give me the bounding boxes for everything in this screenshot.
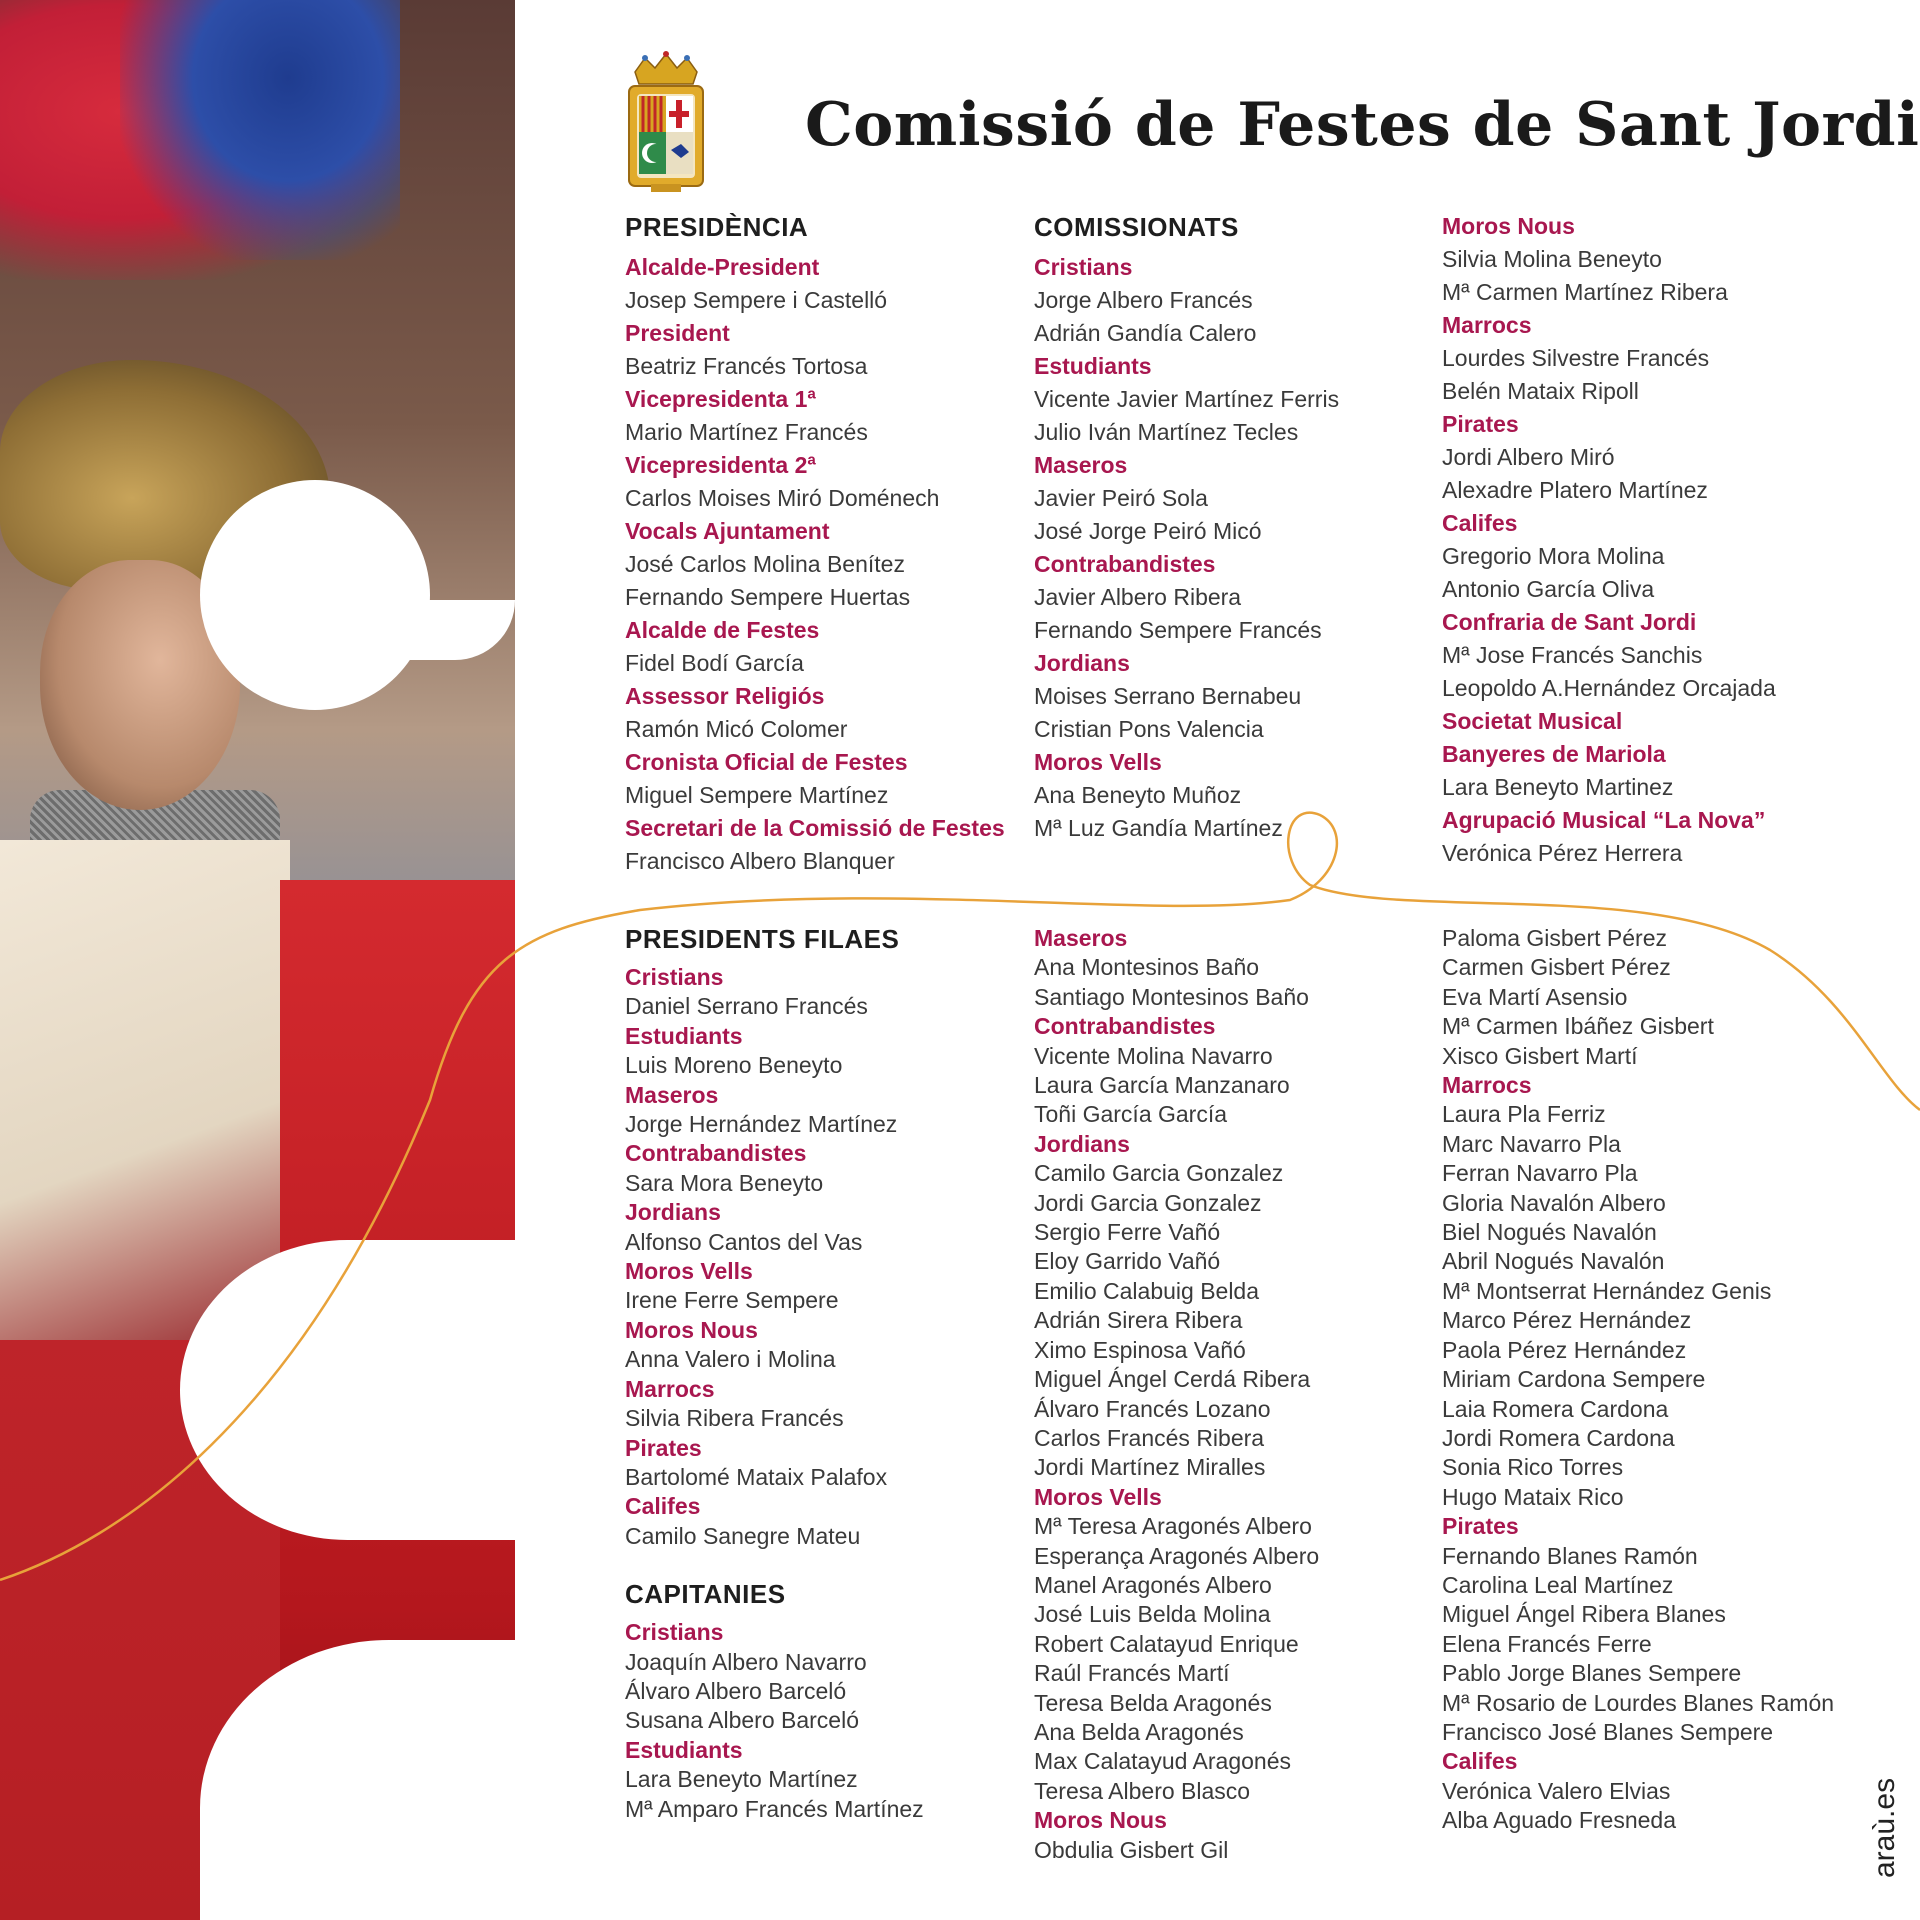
member-name: Fidel Bodí García (625, 650, 804, 676)
member-name: Gloria Navalón Albero (1442, 1189, 1666, 1216)
section-heading: CAPITANIES (625, 1579, 786, 1610)
role-label: Marrocs (1442, 1072, 1532, 1099)
role-label: Contrabandistes (1034, 551, 1216, 577)
role-label: Califes (1442, 1748, 1518, 1775)
member-name: Anna Valero i Molina (625, 1346, 836, 1373)
member-name: Mª Luz Gandía Martínez (1034, 815, 1283, 841)
role-label: Pirates (1442, 1513, 1519, 1540)
member-name: Fernando Sempere Huertas (625, 584, 911, 610)
role-label: Moros Vells (625, 1258, 753, 1285)
capitanies-column-2 (1034, 924, 1319, 1865)
role-label: Moros Vells (1034, 749, 1162, 775)
member-name: Mª Jose Francés Sanchis (1442, 642, 1703, 668)
member-name: Alexadre Platero Martínez (1442, 477, 1708, 503)
member-name: Abril Nogués Navalón (1442, 1248, 1665, 1275)
role-label: Societat Musical (1442, 708, 1623, 734)
member-name: Verónica Valero Elvias (1442, 1777, 1671, 1804)
member-name: Antonio García Oliva (1442, 576, 1655, 602)
member-name: Alfonso Cantos del Vas (625, 1228, 863, 1255)
member-name: Ferran Navarro Pla (1442, 1160, 1638, 1187)
role-label: President (625, 320, 730, 346)
member-name: Lara Beneyto Martínez (625, 1766, 858, 1793)
member-name: Javier Peiró Sola (1034, 485, 1208, 511)
role-list (1034, 251, 1339, 845)
section-heading: PRESIDÈNCIA (625, 212, 809, 242)
member-name: Ramón Micó Colomer (625, 716, 848, 742)
member-name: Alba Aguado Fresneda (1442, 1807, 1677, 1834)
member-name: Paola Pérez Hernández (1442, 1336, 1687, 1363)
role-list (1034, 924, 1319, 1865)
role-label: Califes (625, 1493, 701, 1520)
member-name: Francisco Albero Blanquer (625, 848, 895, 874)
member-name: Moises Serrano Bernabeu (1034, 683, 1302, 709)
member-name: Robert Calatayud Enrique (1034, 1630, 1299, 1657)
role-label: Pirates (625, 1434, 702, 1461)
member-name: Manel Aragonés Albero (1034, 1571, 1272, 1598)
member-name: Bartolomé Mataix Palafox (625, 1463, 888, 1490)
role-label: Jordians (1034, 650, 1130, 676)
member-name: Josep Sempere i Castelló (625, 287, 888, 313)
role-label: Maseros (1034, 925, 1128, 951)
member-name: Ximo Espinosa Vañó (1034, 1336, 1246, 1363)
role-label: Califes (1442, 510, 1518, 536)
decorative-cutout (200, 1640, 515, 1920)
member-name: Carmen Gisbert Pérez (1442, 954, 1671, 981)
role-label: Moros Nous (625, 1316, 758, 1343)
member-name: Miriam Cardona Sempere (1442, 1366, 1706, 1393)
decorative-cutout (200, 480, 430, 710)
member-name: Lara Beneyto Martinez (1442, 774, 1674, 800)
page-title: Comissió de Festes de Sant Jordi (805, 90, 1920, 160)
role-label: Alcalde-President (625, 254, 820, 280)
member-name: Fernando Sempere Francés (1034, 617, 1322, 643)
member-name: Laura García Manzanaro (1034, 1072, 1290, 1099)
member-name: Mª Amparo Francés Martínez (625, 1795, 924, 1822)
member-name: Gregorio Mora Molina (1442, 543, 1665, 569)
member-name: Javier Albero Ribera (1034, 584, 1242, 610)
role-label: Jordians (1034, 1130, 1130, 1157)
member-name: Lourdes Silvestre Francés (1442, 345, 1710, 371)
role-label: Maseros (1034, 452, 1128, 478)
member-name: Laia Romera Cardona (1442, 1395, 1669, 1422)
member-name: Jordi Albero Miró (1442, 444, 1615, 470)
member-name: Silvia Ribera Francés (625, 1405, 844, 1432)
member-name: Camilo Sanegre Mateu (625, 1522, 861, 1549)
role-label: Jordians (625, 1199, 721, 1226)
member-name: Jorge Hernández Martínez (625, 1111, 898, 1138)
decorative-cutout (180, 1240, 515, 1540)
role-list (625, 963, 924, 1551)
member-name: Obdulia Gisbert Gil (1034, 1836, 1229, 1863)
presidents-filaes-column (625, 924, 924, 1824)
role-label: Alcalde de Festes (625, 617, 820, 643)
presidencia-column (625, 212, 1005, 878)
member-name: Sonia Rico Torres (1442, 1454, 1624, 1481)
member-name: Mario Martínez Francés (625, 419, 868, 445)
member-name: Biel Nogués Navalón (1442, 1219, 1657, 1246)
crest-icon (625, 50, 707, 195)
member-name: Cristian Pons Valencia (1034, 716, 1264, 742)
role-list (1442, 210, 1776, 870)
role-label: Pirates (1442, 411, 1519, 437)
member-name: Sara Mora Beneyto (625, 1169, 824, 1196)
member-name: Marc Navarro Pla (1442, 1130, 1621, 1157)
member-name: Carolina Leal Martínez (1442, 1571, 1674, 1598)
member-name: Santiago Montesinos Baño (1034, 983, 1309, 1010)
member-name: Vicente Javier Martínez Ferris (1034, 386, 1340, 412)
member-name: Sergio Ferre Vañó (1034, 1219, 1221, 1246)
member-name: Vicente Molina Navarro (1034, 1042, 1273, 1069)
member-name: Daniel Serrano Francés (625, 993, 868, 1020)
role-label: Vicepresidenta 1ª (625, 386, 816, 412)
member-name: Álvaro Albero Barceló (625, 1677, 847, 1704)
role-label: Moros Vells (1034, 1483, 1162, 1510)
member-name: Luis Moreno Beneyto (625, 1052, 843, 1079)
member-name: Ana Beneyto Muñoz (1034, 782, 1242, 808)
member-name: Mª Rosario de Lourdes Blanes Ramón (1442, 1689, 1835, 1716)
comissionats-column-continued (1442, 210, 1776, 870)
member-name: Emilio Calabuig Belda (1034, 1277, 1260, 1304)
brand-text: araù.es (1868, 1777, 1901, 1878)
role-label: Cronista Oficial de Festes (625, 749, 908, 775)
member-name: José Carlos Molina Benítez (625, 551, 905, 577)
member-name: Carlos Moises Miró Doménech (625, 485, 940, 511)
member-name: Miguel Sempere Martínez (625, 782, 889, 808)
tunic (0, 840, 290, 1340)
member-name: Verónica Pérez Herrera (1442, 840, 1683, 866)
role-list (625, 1618, 924, 1824)
member-name: José Luis Belda Molina (1034, 1601, 1271, 1628)
role-label: Marrocs (625, 1375, 715, 1402)
blue-plume (120, 0, 400, 260)
role-label: Agrupació Musical “La Nova” (1442, 807, 1766, 833)
member-name: Jordi Garcia Gonzalez (1034, 1189, 1262, 1216)
member-name: Francisco José Blanes Sempere (1442, 1718, 1774, 1745)
member-name: Elena Francés Ferre (1442, 1630, 1652, 1657)
member-name: Hugo Mataix Rico (1442, 1483, 1624, 1510)
member-name: Susana Albero Barceló (625, 1707, 859, 1734)
role-label: Moros Nous (1442, 213, 1575, 239)
member-name: Esperança Aragonés Albero (1034, 1542, 1320, 1569)
section-heading: COMISSIONATS (1034, 212, 1239, 242)
brand-watermark (1862, 1760, 1902, 1880)
role-label: Cristians (625, 964, 724, 990)
role-label: Vocals Ajuntament (625, 518, 830, 544)
member-name: Beatriz Francés Tortosa (625, 353, 868, 379)
member-name: Mª Teresa Aragonés Albero (1034, 1513, 1312, 1540)
role-list (1442, 924, 1834, 1836)
member-name: Julio Iván Martínez Tecles (1034, 419, 1299, 445)
member-name: Jorge Albero Francés (1034, 287, 1253, 313)
festival-photo (0, 0, 515, 1920)
member-name: José Jorge Peiró Micó (1034, 518, 1262, 544)
member-name: Teresa Belda Aragonés (1034, 1689, 1272, 1716)
member-name: Pablo Jorge Blanes Sempere (1442, 1660, 1742, 1687)
role-label: Cristians (625, 1619, 724, 1646)
member-name: Fernando Blanes Ramón (1442, 1542, 1698, 1569)
role-label: Estudiants (625, 1736, 743, 1763)
section-heading: PRESIDENTS FILAES (625, 924, 900, 954)
member-name: Silvia Molina Beneyto (1442, 246, 1662, 272)
member-name: Paloma Gisbert Pérez (1442, 925, 1667, 951)
member-name: Eva Martí Asensio (1442, 983, 1628, 1010)
role-label: Contrabandistes (1034, 1013, 1216, 1040)
member-name: Eloy Garrido Vañó (1034, 1248, 1221, 1275)
decorative-cutout (290, 600, 515, 660)
capitanies-column-3 (1442, 924, 1834, 1836)
comissionats-column (1034, 212, 1339, 845)
role-label: Assessor Religiós (625, 683, 825, 709)
role-label: Maseros (625, 1081, 719, 1108)
role-label: Secretari de la Comissió de Festes (625, 815, 1005, 841)
role-label: Moros Nous (1034, 1807, 1167, 1834)
member-name: Ana Montesinos Baño (1034, 954, 1260, 981)
member-name: Miguel Ángel Ribera Blanes (1442, 1601, 1726, 1628)
member-name: Mª Carmen Ibáñez Gisbert (1442, 1013, 1714, 1040)
member-name: Jordi Romera Cardona (1442, 1424, 1675, 1451)
role-list (625, 251, 1005, 878)
role-label: Confraria de Sant Jordi (1442, 609, 1697, 635)
member-name: Joaquín Albero Navarro (625, 1648, 867, 1675)
role-label: Estudiants (1034, 353, 1152, 379)
member-name: Max Calatayud Aragonés (1034, 1748, 1291, 1775)
member-name: Adrián Sirera Ribera (1034, 1307, 1243, 1334)
role-label: Contrabandistes (625, 1140, 807, 1167)
role-label: Cristians (1034, 254, 1133, 280)
member-name: Adrián Gandía Calero (1034, 320, 1257, 346)
role-label: Estudiants (625, 1022, 743, 1049)
member-name: Camilo Garcia Gonzalez (1034, 1160, 1284, 1187)
member-name: Ana Belda Aragonés (1034, 1718, 1244, 1745)
role-label: Banyeres de Mariola (1442, 741, 1666, 767)
member-name: Marco Pérez Hernández (1442, 1307, 1692, 1334)
member-name: Álvaro Francés Lozano (1034, 1395, 1271, 1422)
role-label: Marrocs (1442, 312, 1532, 338)
member-name: Jordi Martínez Miralles (1034, 1454, 1266, 1481)
member-name: Mª Carmen Martínez Ribera (1442, 279, 1728, 305)
role-label: Vicepresidenta 2ª (625, 452, 816, 478)
member-name: Laura Pla Ferriz (1442, 1101, 1606, 1128)
member-name: Irene Ferre Sempere (625, 1287, 839, 1314)
member-name: Belén Mataix Ripoll (1442, 378, 1639, 404)
member-name: Miguel Ángel Cerdá Ribera (1034, 1366, 1311, 1393)
member-name: Toñi García García (1034, 1101, 1228, 1128)
member-name: Leopoldo A.Hernández Orcajada (1442, 675, 1776, 701)
member-name: Teresa Albero Blasco (1034, 1777, 1251, 1804)
member-name: Carlos Francés Ribera (1034, 1424, 1265, 1451)
member-name: Xisco Gisbert Martí (1442, 1042, 1638, 1069)
member-name: Mª Montserrat Hernández Genis (1442, 1277, 1772, 1304)
member-name: Raúl Francés Martí (1034, 1660, 1230, 1687)
